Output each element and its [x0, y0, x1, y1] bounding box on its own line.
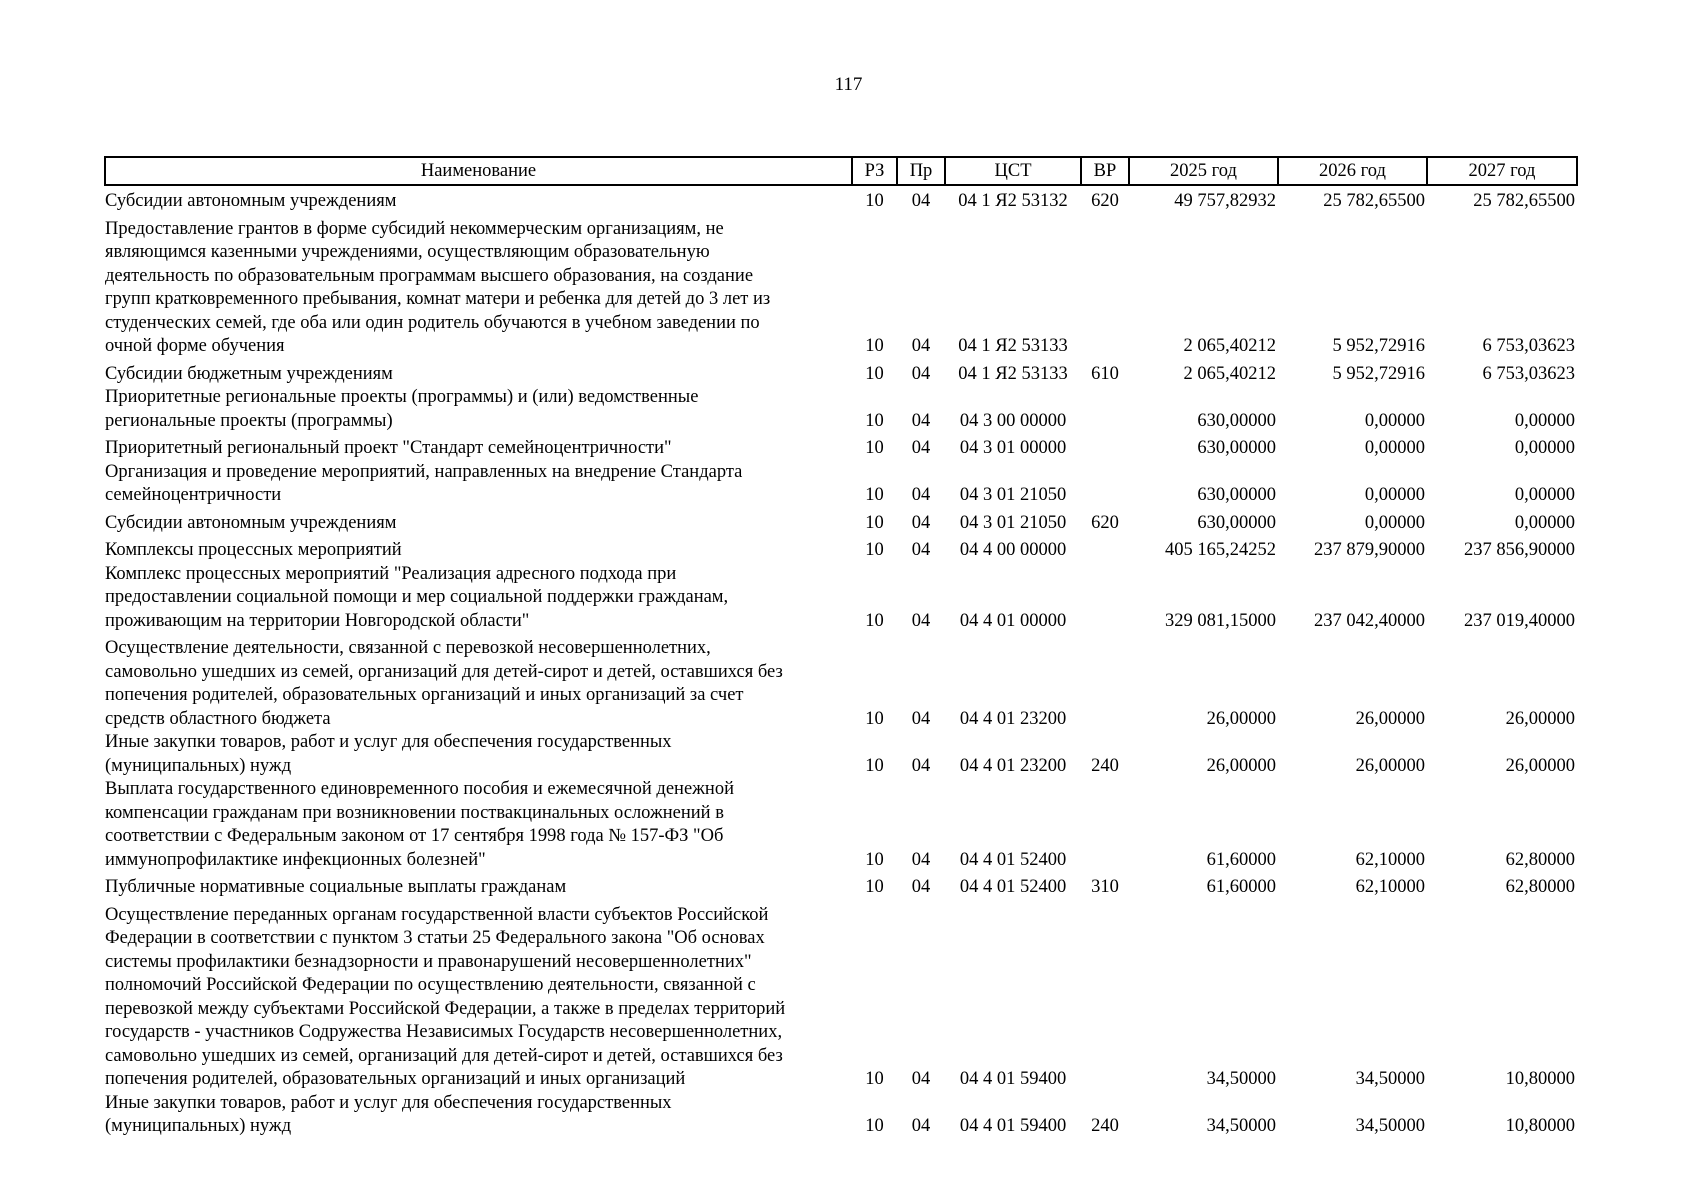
row-value-2025: 630,00000: [1197, 512, 1276, 533]
row-value-2026: 5 952,72916: [1332, 336, 1425, 356]
budget-table: [104, 156, 1578, 1139]
row-pr: 04: [911, 512, 931, 533]
row-name-line: государств - участников Содружества Независимых Государств несовершеннолетних,: [105, 1022, 783, 1042]
row-name-line: соответствии с Федеральным законом от 17 сентября 1998 года № 157-ФЗ "Об: [105, 826, 724, 846]
row-name-line: иммунопрофилактике инфекционных болезней": [105, 849, 486, 870]
row-name-line: Публичные нормативные социальные выплаты гражданам: [105, 877, 567, 897]
row-cst: 04 3 01 00000: [959, 438, 1067, 458]
row-pr: 04: [911, 363, 931, 384]
row-name-line: региональные проекты (программы): [105, 410, 393, 431]
row-cst: 04 4 01 52400: [959, 849, 1067, 870]
row-rz: 10: [865, 191, 884, 211]
row-name: [105, 535, 852, 563]
row-rz: 10: [865, 877, 884, 897]
row-name-line: полномочий Российской Федерации по осуществлению деятельности, связанной с: [105, 975, 756, 995]
row-cst: 04 3 01 21050: [959, 512, 1067, 533]
row-name-line: групп кратковременного пребывания, комнат матери и ребенка для детей до 3 лет из: [105, 289, 771, 309]
row-name-line: средств областного бюджета: [105, 708, 331, 729]
row-vr: 310: [1091, 877, 1119, 897]
row-name: [105, 433, 852, 461]
row-rz: 10: [865, 1116, 884, 1136]
row-name-line: попечения родителей, образовательных организаций и иных организаций: [105, 1069, 686, 1089]
row-value-2026: 62,10000: [1355, 849, 1425, 870]
row-name-line: Организация и проведение мероприятий, направленных на внедрение Стандарта: [105, 461, 743, 482]
row-name-line: проживающим на территории Новгородской области": [105, 610, 530, 631]
row-cst: 04 3 01 21050: [959, 485, 1067, 505]
row-value-2027: 10,80000: [1505, 1116, 1575, 1136]
row-rz: 10: [865, 540, 884, 560]
row-value-2025: 630,00000: [1197, 410, 1276, 431]
row-cst: 04 4 01 23200: [959, 708, 1067, 729]
header-cst: ЦСТ: [945, 157, 1081, 185]
row-pr: 04: [911, 191, 931, 211]
row-pr: 04: [911, 849, 931, 870]
row-name-line: самовольно ушедших из семей, организаций для детей-сирот и детей, оставшихся без: [105, 661, 783, 682]
row-rz: 10: [865, 755, 884, 776]
row-value-2025: 329 081,15000: [1165, 610, 1276, 631]
table-row: [105, 359, 1577, 387]
row-value-2026: 0,00000: [1364, 485, 1425, 505]
row-value-2025: 630,00000: [1197, 485, 1276, 505]
row-pr: 04: [911, 610, 931, 631]
table-row: [105, 214, 1577, 359]
row-name-line: Приоритетные региональные проекты (программы) и (или) ведомственные: [105, 387, 699, 407]
row-rz: 10: [865, 485, 884, 505]
row-value-2026: 26,00000: [1355, 755, 1425, 776]
row-value-2026: 0,00000: [1364, 410, 1425, 431]
row-pr: 04: [911, 540, 931, 560]
row-vr: [1081, 778, 1129, 872]
row-value-2026: 237 042,40000: [1314, 610, 1425, 631]
row-name-line: Выплата государственного единовременного пособия и ежемесячной денежной: [105, 779, 734, 799]
row-pr: 04: [911, 755, 931, 776]
row-cst: 04 1 Я2 53133: [958, 363, 1068, 384]
row-value-2027: 0,00000: [1514, 438, 1575, 458]
row-name: [105, 872, 852, 900]
row-value-2025: 405 165,24252: [1165, 540, 1276, 560]
row-vr: [1081, 900, 1129, 1092]
row-name-line: Субсидии бюджетным учреждениям: [105, 363, 393, 384]
row-name-line: Комплексы процессных мероприятий: [105, 540, 402, 560]
table-row: [105, 535, 1577, 563]
row-rz: 10: [865, 438, 884, 458]
row-value-2026: 0,00000: [1364, 512, 1425, 533]
row-name-line: перевозкой между субъектами Российской Федерации, а также в пределах территорий: [105, 998, 786, 1019]
row-rz: 10: [865, 363, 884, 384]
table-row: [105, 563, 1577, 634]
row-name-line: студенческих семей, где оба или один родитель обучаются в учебном заведении по: [105, 312, 760, 333]
table-row: [105, 433, 1577, 461]
row-value-2025: 2 065,40212: [1183, 336, 1276, 356]
table-row: [105, 461, 1577, 508]
table-row: [105, 872, 1577, 900]
table-row: [105, 633, 1577, 731]
row-value-2026: 26,00000: [1355, 708, 1425, 729]
row-name: [105, 778, 852, 872]
header-year-2025: 2025 год: [1129, 157, 1278, 185]
row-name-line: (муниципальных) нужд: [105, 1116, 292, 1136]
row-vr: [1081, 563, 1129, 634]
row-value-2026: 0,00000: [1364, 438, 1425, 458]
row-pr: 04: [911, 438, 931, 458]
row-rz: 10: [865, 849, 884, 870]
row-name-line: Субсидии автономным учреждениям: [105, 512, 397, 533]
row-vr: 240: [1091, 1116, 1119, 1136]
row-cst: 04 3 00 00000: [959, 410, 1067, 431]
row-pr: 04: [911, 1069, 931, 1089]
table-row: [105, 731, 1577, 778]
row-pr: 04: [911, 336, 931, 356]
row-value-2027: 0,00000: [1514, 410, 1575, 431]
row-name: [105, 185, 852, 214]
table-body: [105, 185, 1577, 1139]
header-rz: РЗ: [852, 157, 897, 185]
row-value-2027: 62,80000: [1505, 849, 1575, 870]
row-name-line: Комплекс процессных мероприятий "Реализация адресного подхода при: [105, 563, 677, 584]
table-header-row: [105, 157, 1577, 185]
row-value-2025: 26,00000: [1206, 755, 1276, 776]
row-cst: 04 4 01 52400: [959, 877, 1067, 897]
row-name-line: предоставлении социальной помощи и мер социальной поддержки гражданам,: [105, 587, 729, 607]
row-value-2026: 34,50000: [1355, 1069, 1425, 1089]
row-name: [105, 563, 852, 634]
row-name-line: Иные закупки товаров, работ и услуг для обеспечения государственных: [105, 732, 672, 752]
row-value-2027: 10,80000: [1505, 1069, 1575, 1089]
row-value-2027: 237 019,40000: [1464, 610, 1575, 631]
row-value-2026: 5 952,72916: [1332, 363, 1425, 384]
row-value-2026: 25 782,65500: [1323, 191, 1425, 211]
row-name-line: самовольно ушедших из семей, организаций для детей-сирот и детей, оставшихся без: [105, 1045, 783, 1066]
row-value-2025: 26,00000: [1206, 708, 1276, 729]
row-vr: [1081, 433, 1129, 461]
row-name-line: Осуществление деятельности, связанной с перевозкой несовершеннолетних,: [105, 638, 711, 658]
row-pr: 04: [911, 485, 931, 505]
row-name-line: (муниципальных) нужд: [105, 755, 292, 776]
row-value-2026: 62,10000: [1355, 877, 1425, 897]
row-rz: 10: [865, 708, 884, 729]
row-cst: 04 4 00 00000: [959, 540, 1067, 560]
row-value-2027: 6 753,03623: [1482, 336, 1575, 356]
row-vr: [1081, 386, 1129, 433]
header-year-2026: 2026 год: [1278, 157, 1427, 185]
row-vr: 620: [1091, 191, 1119, 211]
header-pr: Пр: [897, 157, 945, 185]
row-value-2025: 34,50000: [1206, 1116, 1276, 1136]
row-rz: 10: [865, 610, 884, 631]
row-rz: 10: [865, 336, 884, 356]
row-value-2025: 2 065,40212: [1183, 363, 1276, 384]
row-cst: 04 1 Я2 53132: [958, 191, 1068, 211]
row-vr: 620: [1091, 512, 1119, 533]
row-vr: [1081, 214, 1129, 359]
row-value-2027: 62,80000: [1505, 877, 1575, 897]
row-value-2027: 26,00000: [1505, 708, 1575, 729]
row-name-line: Предоставление грантов в форме субсидий некоммерческим организациям, не: [105, 218, 724, 239]
table-row: [105, 1092, 1577, 1139]
row-name: [105, 508, 852, 536]
row-vr: [1081, 461, 1129, 508]
row-name-line: семейноцентричности: [105, 485, 282, 505]
row-name: [105, 386, 852, 433]
row-value-2025: 49 757,82932: [1174, 191, 1276, 211]
row-pr: 04: [911, 410, 931, 431]
row-name-line: Иные закупки товаров, работ и услуг для обеспечения государственных: [105, 1092, 672, 1113]
row-pr: 04: [911, 877, 931, 897]
row-vr: 240: [1091, 755, 1119, 776]
row-name-line: системы профилактики безнадзорности и правонарушений несовершеннолетних": [105, 951, 752, 972]
row-cst: 04 4 01 23200: [959, 755, 1067, 776]
row-value-2027: 0,00000: [1514, 512, 1575, 533]
row-pr: 04: [911, 708, 931, 729]
row-value-2027: 0,00000: [1514, 485, 1575, 505]
row-name-line: Субсидии автономным учреждениям: [105, 191, 397, 211]
row-value-2025: 61,60000: [1206, 877, 1276, 897]
row-value-2026: 237 879,90000: [1314, 540, 1425, 560]
row-value-2025: 630,00000: [1197, 438, 1276, 458]
row-value-2027: 6 753,03623: [1482, 363, 1575, 384]
row-vr: [1081, 535, 1129, 563]
row-cst: 04 4 01 59400: [959, 1116, 1067, 1136]
table-row: [105, 185, 1577, 214]
row-value-2025: 34,50000: [1206, 1069, 1276, 1089]
row-name: [105, 900, 852, 1092]
row-cst: 04 1 Я2 53133: [958, 336, 1068, 356]
row-name-line: компенсации гражданам при возникновении поствакцинальных осложнений в: [105, 802, 724, 823]
row-name-line: попечения родителей, образовательных организаций и иных организаций за счет: [105, 685, 744, 705]
table-row: [105, 900, 1577, 1092]
row-name-line: являющимся казенными учреждениями, осуществляющим образовательную: [105, 242, 710, 262]
row-pr: 04: [911, 1116, 931, 1136]
row-name-line: Федерации в соответствии с пунктом 3 статьи 25 Федерального закона "Об основах: [105, 928, 765, 948]
row-name: [105, 359, 852, 387]
table-row: [105, 508, 1577, 536]
header-name: Наименование: [105, 157, 852, 185]
page-number: 117: [834, 74, 863, 95]
row-cst: 04 4 01 00000: [959, 610, 1067, 631]
row-name: [105, 633, 852, 731]
row-value-2027: 25 782,65500: [1473, 191, 1575, 211]
row-rz: 10: [865, 512, 884, 533]
row-name-line: очной форме обучения: [105, 336, 285, 356]
table-row: [105, 386, 1577, 433]
table-row: [105, 778, 1577, 872]
row-value-2026: 34,50000: [1355, 1116, 1425, 1136]
row-rz: 10: [865, 410, 884, 431]
row-name: [105, 731, 852, 778]
row-value-2027: 26,00000: [1505, 755, 1575, 776]
header-vr: ВР: [1081, 157, 1129, 185]
row-vr: [1081, 633, 1129, 731]
row-value-2025: 61,60000: [1206, 849, 1276, 870]
row-name: [105, 461, 852, 508]
row-name-line: Осуществление переданных органам государственной власти субъектов Российской: [105, 904, 769, 925]
row-value-2027: 237 856,90000: [1464, 540, 1575, 560]
row-name-line: деятельность по образовательным программам высшего образования, на создание: [105, 265, 754, 286]
row-vr: 610: [1091, 363, 1119, 384]
row-name: [105, 1092, 852, 1139]
row-name-line: Приоритетный региональный проект "Стандарт семейноцентричности": [105, 438, 672, 458]
row-rz: 10: [865, 1069, 884, 1089]
row-name: [105, 214, 852, 359]
header-year-2027: 2027 год: [1427, 157, 1577, 185]
row-cst: 04 4 01 59400: [959, 1069, 1067, 1089]
